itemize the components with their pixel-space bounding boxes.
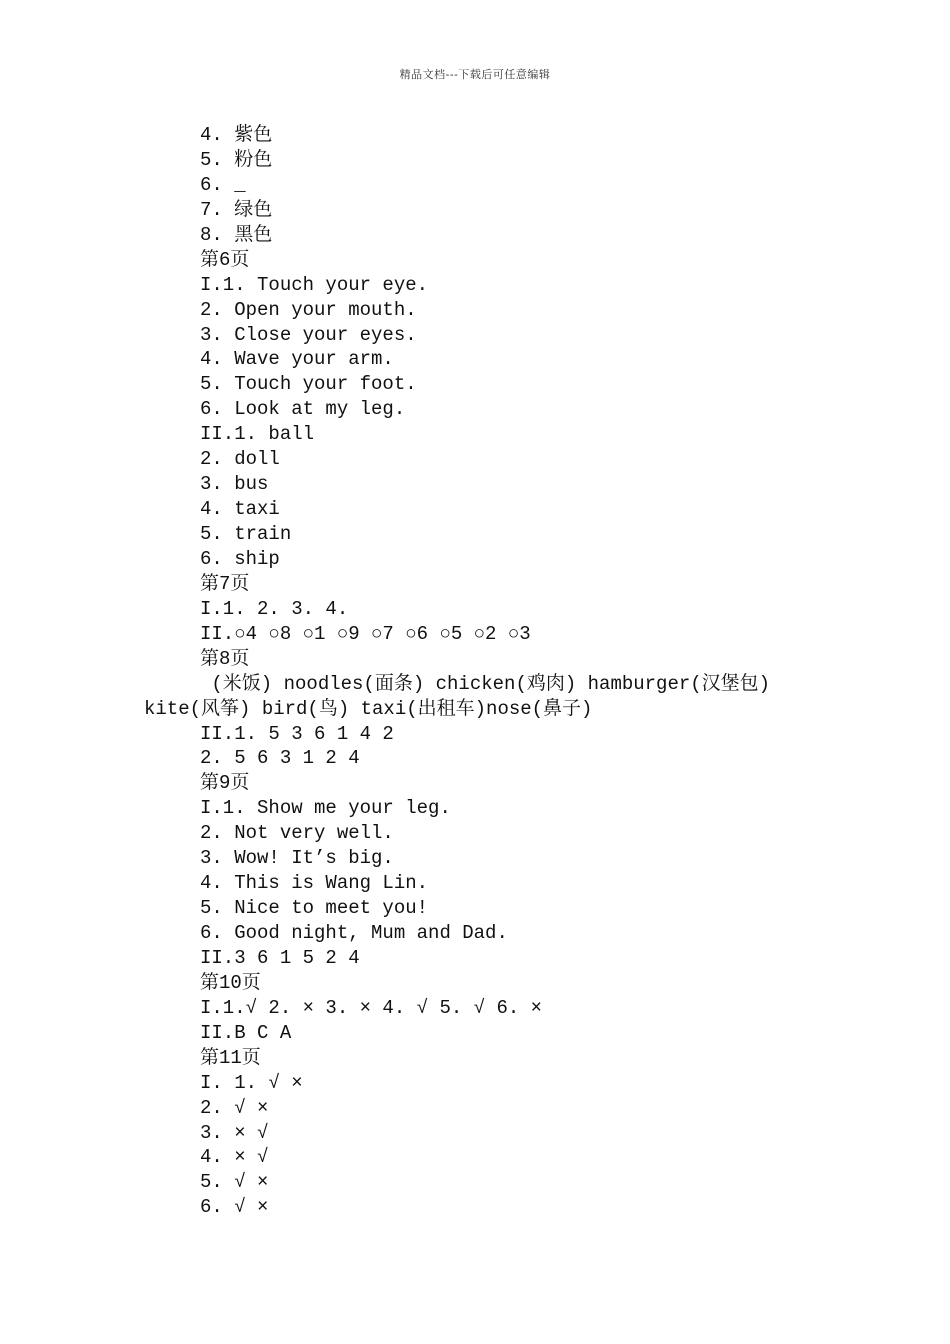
text-line: 2. √ × [200,1096,269,1119]
text-line: 5. Nice to meet you! [200,897,429,920]
text-line: 3. bus [200,473,269,496]
text-line: II.○4 ○8 ○1 ○9 ○7 ○6 ○5 ○2 ○3 [200,622,531,645]
text-line: 4. This is Wang Lin. [200,872,429,895]
text-line: 4. × √ [200,1146,269,1169]
text-line: II.1. ball [200,423,315,446]
text-line: 6. Look at my leg. [200,398,406,421]
text-line: 4. taxi [200,498,280,521]
text-line: 5. 粉色 [200,148,273,171]
text-line: 3. × √ [200,1121,269,1144]
text-line: 6. ship [200,547,280,570]
page-header: 精品文档---下载后可任意编辑 [399,68,551,81]
text-line: 6. √ × [200,1196,269,1219]
page-heading: 第8页 [200,647,250,670]
text-line: II.1. 5 3 6 1 4 2 [200,722,394,745]
text-line: 8. 黑色 [200,223,273,246]
text-line: (米饭) noodles(面条) chicken(鸡肉) hamburger(汉堡包) [200,672,771,695]
text-line: 5. Touch your foot. [200,373,417,396]
text-line: 2. doll [200,448,280,471]
text-line: 6. Good night, Mum and Dad. [200,922,508,944]
page-heading: 第11页 [200,1046,261,1069]
page-heading: 第10页 [200,971,261,994]
text-line: 3. Wow! It’s big. [200,847,394,870]
text-line: 5. train [200,523,292,545]
text-line: I.1. Show me your leg. [200,797,451,820]
text-line: II.3 6 1 5 2 4 [200,946,360,969]
text-line: 4. 紫色 [200,124,273,146]
text-line: I. 1. √ × [200,1071,303,1094]
text-line: I.1. Touch your eye. [200,273,429,296]
text-line: 2. Open your mouth. [200,298,417,321]
text-line: 3. Close your eyes. [200,323,417,346]
page-heading: 第9页 [200,772,250,795]
text-line: II.B C A [200,1021,292,1044]
text-line: 7. 绿色 [200,198,273,221]
text-line-continuation: kite(风筝) bird(鸟) taxi(出租车)nose(鼻子) [144,697,593,720]
text-line: 6. _ [200,173,246,196]
answer-document-body [144,123,771,1220]
text-line: I.1. 2. 3. 4. [200,597,349,620]
text-line: 4. Wave your arm. [200,348,394,371]
text-line: I.1.√ 2. × 3. × 4. √ 5. √ 6. × [200,996,543,1019]
text-line: 2. 5 6 3 1 2 4 [200,747,360,770]
text-line: 2. Not very well. [200,822,394,845]
text-line: 5. √ × [200,1171,269,1194]
page-heading: 第7页 [200,572,250,595]
page-heading: 第6页 [200,248,250,271]
